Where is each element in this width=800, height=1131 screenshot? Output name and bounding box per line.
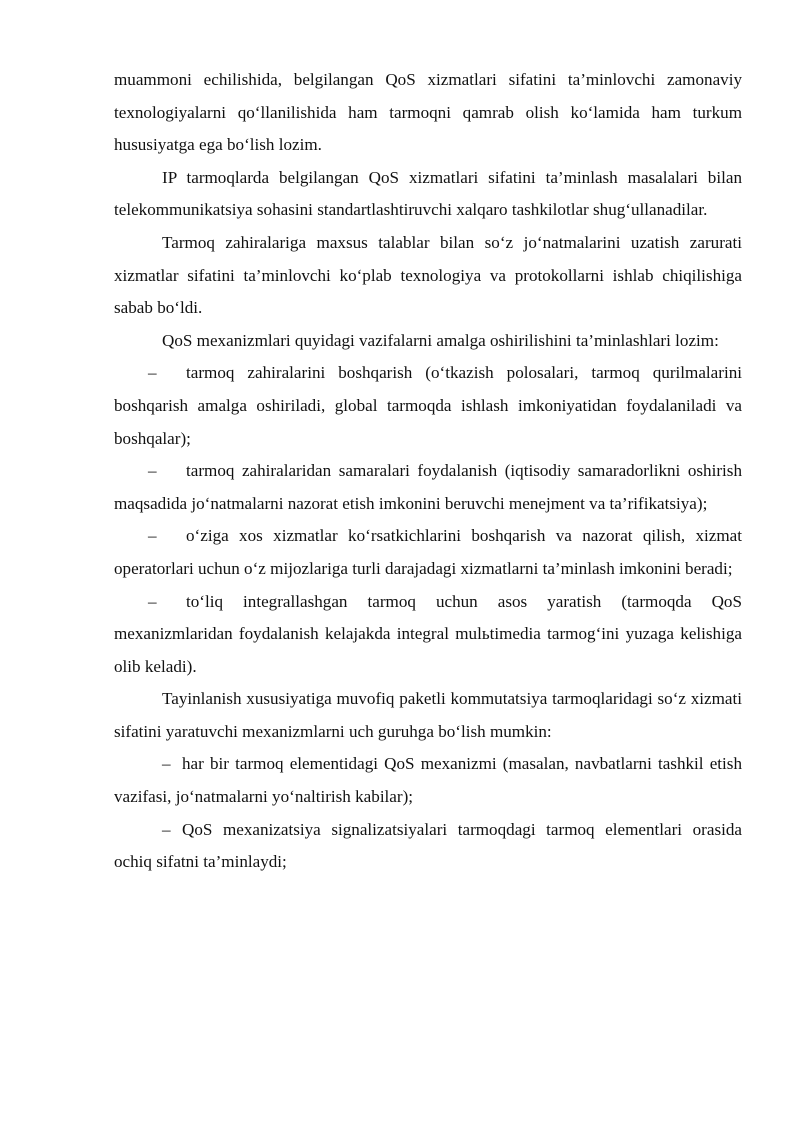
list-item-text: to‘liq integrallashgan tarmoq uchun asos yaratish (tarmoqda QoS mexanizmlaridan foydalanish kelajakda integral mulьtimedia tarmog‘ini yuzaga kelishiga olib keladi). [114,591,742,676]
paragraph-network-resources: Tarmoq zahiralariga maxsus talablar bilan so‘z jo‘natmalarini uzatish zarurati xizmatlar sifatini ta’minlovchi ko‘plab texnologiya va protokollarni ishlab chiqilishiga sabab bo‘ldi. [114,232,742,318]
list-item [114,520,742,585]
dash-marker: – [148,363,157,383]
document-page [114,64,742,879]
paragraph-qos-tasks: QoS mexanizmlari quyidagi vazifalarni amalga oshirilishini ta’minlashlari lozim: [162,330,719,350]
list-item [114,357,742,455]
list-item-text: tarmoq zahiralaridan samaralari foydalanish (iqtisodiy samaradorlikni oshirish maqsadida jo‘natmalarni nazorat etish imkonini beruvchi menejment va ta’rifikatsiya); [114,461,742,513]
paragraph-mechanism-groups: Tayinlanish xususiyatiga muvofiq paketli kommutatsiya tarmoqlaridagi so‘z xizmati sifatini yaratuvchi mexanizmlarni uch guruhga bo‘lish mumkin: [114,689,742,741]
list-item [114,586,742,684]
list-item [114,814,742,879]
list-item-text: QoS mexanizatsiya signalizatsiyalari tarmoqdagi tarmoq elementlari orasida ochiq sifatni ta’minlaydi; [114,819,742,872]
list-item [114,748,742,813]
dash-marker: – [148,461,157,481]
dash-marker: – [148,591,157,611]
dash-marker: – [162,754,171,774]
list-item-text: tarmoq zahiralarini boshqarish (o‘tkazish polosalari, tarmoq qurilmalarini boshqarish amalga oshiriladi, global tarmoqda ishlash imkoniyatidan foydalaniladi va boshqalar); [114,363,742,448]
dash-marker: – [148,526,157,546]
paragraph-ip-networks: IP tarmoqlarda belgilangan QoS xizmatlari sifatini ta’minlash masalalari bilan telekommunikatsiya sohasini standartlashtiruvchi xalqaro tashkilotlar shug‘ullanadilar. [114,167,742,220]
list-item-text: har bir tarmoq elementidagi QoS mexanizmi (masalan, navbatlarni tashkil etish vazifasi, jo‘natmalarni yo‘naltirish kabilar); [114,754,742,807]
dash-marker: – [162,819,171,839]
list-item [114,455,742,520]
paragraph-intro-continuation: muammoni echilishida, belgilangan QoS xizmatlari sifatini ta’minlovchi zamonaviy texnologiyalarni qo‘llanilishida ham tarmoqni qamrab olish ko‘lamida ham turkum hususiyatga ega bo‘lish lozim. [114,70,742,155]
list-item-text: o‘ziga xos xizmatlar ko‘rsatkichlarini boshqarish va nazorat qilish, xizmat operatorlari uchun o‘z mijozlariga turli darajadagi xizmatlarni ta’minlash imkonini beradi; [114,526,742,578]
